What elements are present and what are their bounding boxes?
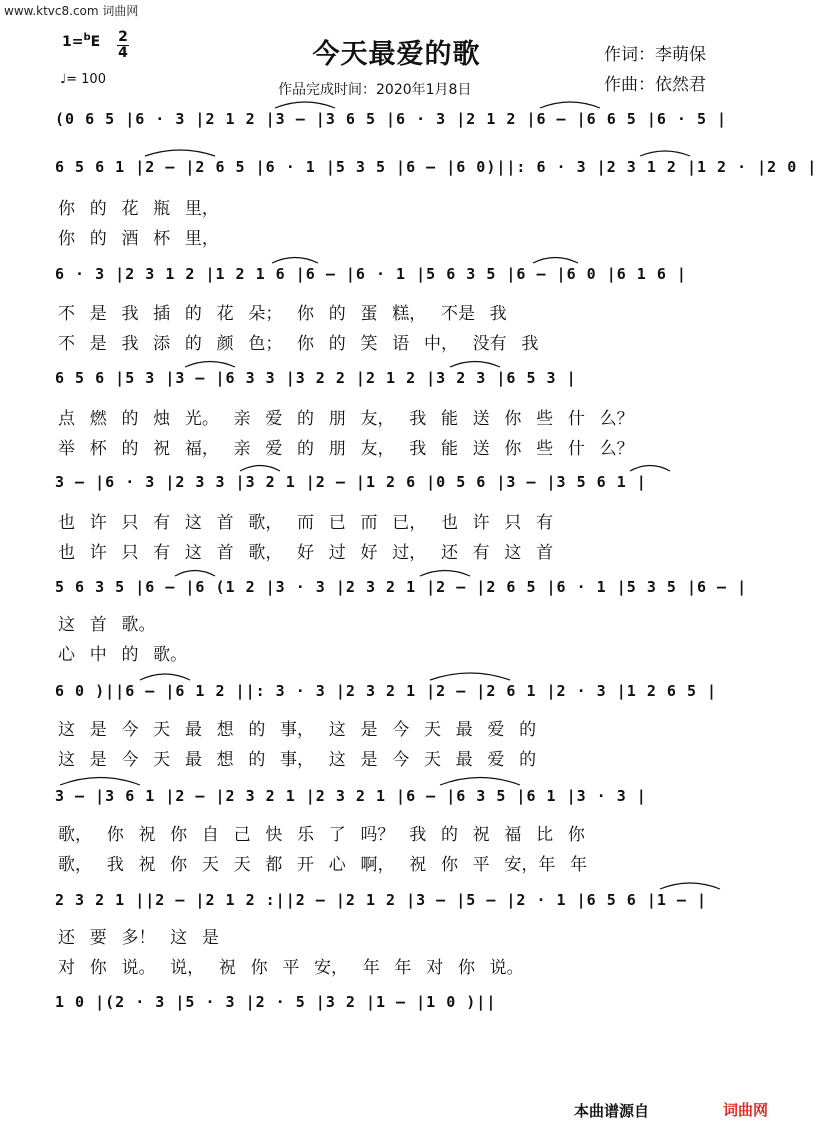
slur-arc <box>533 258 578 264</box>
lyric-line-2a: 你 的 花 瓶 里， <box>58 199 219 218</box>
lyric-line-6b: 心 中 的 歌。 <box>58 645 188 664</box>
lyric-line-4a: 点 燃 的 烛 光。 亲 爱 的 朋 友， 我 能 送 你 些 什 么？ <box>58 409 634 428</box>
flat-symbol: b <box>83 32 91 43</box>
lyric-line-7a: 这 是 今 天 最 想 的 事， 这 是 今 天 最 爱 的 <box>58 720 537 739</box>
lyric-line-8a: 歌， 你 祝 你 自 己 快 乐 了 吗？ 我 的 祝 福 比 你 <box>58 825 585 844</box>
completion-date: 作品完成时间：2020年1月8日 <box>278 82 472 98</box>
notation-line-9: 2 3 2 1 ||2 – |2 1 2 :||2 – |2 1 2 |3 – |5 – |2 · 1 |6 5 6 |1 – | <box>55 891 707 909</box>
lyricist-credit: 作词：李萌保 <box>604 45 706 65</box>
slur-arc <box>640 151 690 156</box>
brand-logo-text[interactable]: 词曲网 <box>723 1101 769 1119</box>
notation-line-6: 5 6 3 5 |6 – |6 (1 2 |3 · 3 |2 3 2 1 |2 – |2 6 5 |6 · 1 |5 3 5 |6 – | <box>55 578 748 596</box>
notation-line-2: 6 5 6 1 |2 – |2 6 5 |6 · 1 |5 3 5 |6 – |6 0)||: 6 · 3 |2 3 1 2 |1 2 · |2 0 | <box>55 158 817 176</box>
slur-arc <box>175 571 215 577</box>
notation-line-8: 3 – |3 6 1 |2 – |2 3 2 1 |2 3 2 1 |6 – |6 3 5 |6 1 |3 · 3 | <box>55 787 647 805</box>
meter-bottom: 4 <box>118 45 128 61</box>
key-letter: E <box>90 34 101 50</box>
slur-arc <box>540 102 600 108</box>
lyric-line-9b: 对 你 说。 说， 祝 你 平 安， 年 年 对 你 说。 <box>58 958 524 977</box>
slur-arc <box>630 466 670 472</box>
lyric-line-3a: 不 是 我 插 的 花 朵； 你 的 蛋 糕， 不是 我 <box>58 304 507 323</box>
notation-line-1: (0 6 5 |6 · 3 |2 1 2 |3 – |3 6 5 |6 · 3 |2 1 2 |6 – |6 6 5 |6 · 5 | <box>55 110 728 128</box>
slur-arc <box>145 150 215 156</box>
slur-arc <box>272 258 318 264</box>
lyric-line-7b: 这 是 今 天 最 想 的 事， 这 是 今 天 最 爱 的 <box>58 750 537 769</box>
notation-line-5: 3 – |6 · 3 |2 3 3 |3 2 1 |2 – |1 2 6 |0 5 6 |3 – |3 5 6 1 | <box>55 473 647 491</box>
slur-arc <box>60 778 140 786</box>
lyric-line-9a: 还 要 多！ 这 是 <box>58 928 219 947</box>
lyric-line-4b: 举 杯 的 祝 福， 亲 爱 的 朋 友， 我 能 送 你 些 什 么？ <box>58 439 634 458</box>
lyric-line-2b: 你 的 酒 杯 里， <box>58 229 219 248</box>
slur-arc <box>240 466 280 472</box>
slur-arc <box>440 778 520 786</box>
song-title: 今天最爱的歌 <box>312 39 481 70</box>
notation-line-10: 1 0 |(2 · 3 |5 · 3 |2 · 5 |3 2 |1 – |1 0 )|| <box>55 993 497 1011</box>
slur-arc <box>420 571 470 577</box>
notation-line-7: 6 0 )||6 – |6 1 2 ||: 3 · 3 |2 3 2 1 |2 – |2 6 1 |2 · 3 |1 2 6 5 | <box>55 682 718 700</box>
source-label: 本曲谱源自 <box>574 1102 650 1120</box>
lyric-line-8b: 歌， 我 祝 你 天 天 都 开 心 啊， 祝 你 平 安，年 年 <box>58 855 588 874</box>
lyric-line-5b: 也 许 只 有 这 首 歌， 好 过 好 过， 还 有 这 首 <box>58 543 554 562</box>
lyric-line-6a: 这 首 歌。 <box>58 615 156 634</box>
meter-top: 2 <box>118 29 128 45</box>
key-prefix: 1= <box>62 34 84 50</box>
lyric-line-3b: 不 是 我 添 的 颜 色； 你 的 笑 语 中， 没有 我 <box>58 334 539 353</box>
slur-arc <box>185 362 235 368</box>
notation-line-4: 6 5 6 |5 3 |3 – |6 3 3 |3 2 2 |2 1 2 |3 2 3 |6 5 3 | <box>55 369 577 387</box>
composer-credit: 作曲：依然君 <box>604 75 706 95</box>
tempo-mark: ♩= 100 <box>60 72 106 87</box>
lyric-line-5a: 也 许 只 有 这 首 歌， 而 已 而 已， 也 许 只 有 <box>58 513 554 532</box>
slur-arc <box>450 362 500 368</box>
slur-arc <box>430 673 510 680</box>
notation-line-3: 6 · 3 |2 3 1 2 |1 2 1 6 |6 – |6 · 1 |5 6 3 5 |6 – |6 0 |6 1 6 | <box>55 265 687 283</box>
slur-arc <box>275 102 335 108</box>
slur-arc <box>660 883 720 889</box>
slur-arc <box>140 674 190 680</box>
site-watermark: www.ktvc8.com 词曲网 <box>4 4 139 18</box>
